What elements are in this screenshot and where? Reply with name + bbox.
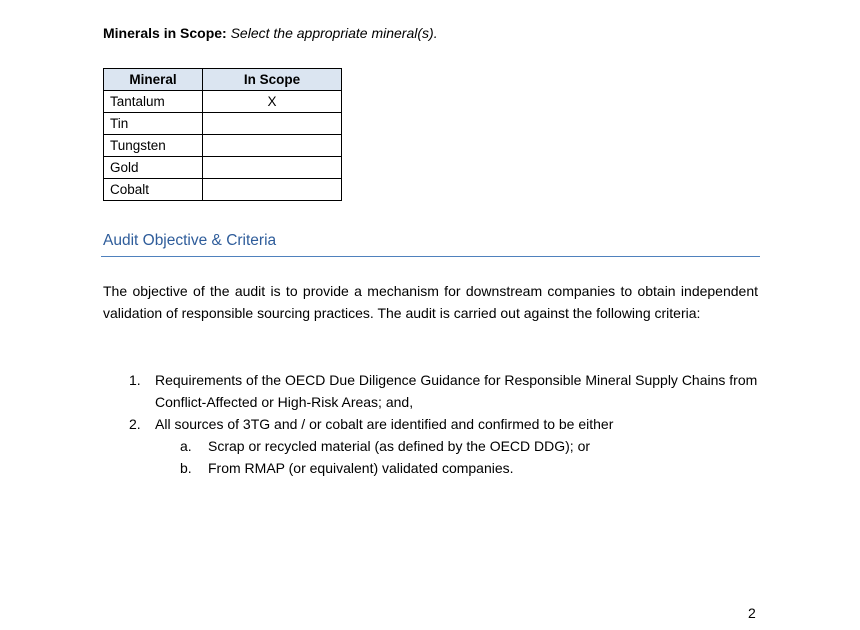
table-row — [104, 91, 342, 113]
objective-paragraph: The objective of the audit is to provide a mechanism for downstream companies to obtain independent validation of responsible sourcing practices. The audit is carried out against the following criteria: — [103, 283, 758, 321]
sub-list-item-text: Scrap or recycled material (as defined by the OECD DDG); or — [208, 438, 591, 454]
in-scope-cell[interactable]: X — [203, 91, 342, 113]
minerals-table — [103, 68, 342, 201]
header-in-scope: In Scope — [203, 69, 342, 91]
sub-list-item-text: From RMAP (or equivalent) validated companies. — [208, 460, 514, 476]
sub-list-letter: a. — [180, 438, 192, 454]
header-mineral: Mineral — [104, 69, 203, 91]
list-item — [103, 413, 758, 435]
mineral-cell: Tin — [104, 113, 203, 135]
sub-list-item — [103, 435, 758, 457]
minerals-in-scope-heading — [103, 24, 438, 42]
mineral-cell: Tantalum — [104, 91, 203, 113]
list-item — [103, 369, 758, 413]
list-item-text: All sources of 3TG and / or cobalt are identified and confirmed to be either — [155, 416, 614, 432]
list-number: 1. — [129, 372, 141, 388]
table-row — [104, 113, 342, 135]
in-scope-cell[interactable] — [203, 135, 342, 157]
criteria-list — [103, 369, 758, 479]
minerals-heading-label: Minerals in Scope: — [103, 25, 227, 41]
table-row — [104, 179, 342, 201]
mineral-cell: Tungsten — [104, 135, 203, 157]
section-divider — [101, 256, 760, 257]
section-heading: Audit Objective & Criteria — [103, 232, 277, 249]
mineral-cell: Cobalt — [104, 179, 203, 201]
page-number: 2 — [748, 605, 756, 621]
table-row — [104, 157, 342, 179]
sub-list-letter: b. — [180, 460, 192, 476]
mineral-cell: Gold — [104, 157, 203, 179]
in-scope-cell[interactable] — [203, 113, 342, 135]
in-scope-cell[interactable] — [203, 179, 342, 201]
minerals-heading-instruction: Select the appropriate mineral(s). — [230, 25, 438, 41]
table-header-row — [104, 69, 342, 91]
sub-list-item — [103, 457, 758, 479]
in-scope-cell[interactable] — [203, 157, 342, 179]
list-item-text: Requirements of the OECD Due Diligence Guidance for Responsible Mineral Supply Chains from Conflict-Affected or High-Risk Areas; and, — [155, 372, 758, 410]
table-row — [104, 135, 342, 157]
list-number: 2. — [129, 416, 141, 432]
